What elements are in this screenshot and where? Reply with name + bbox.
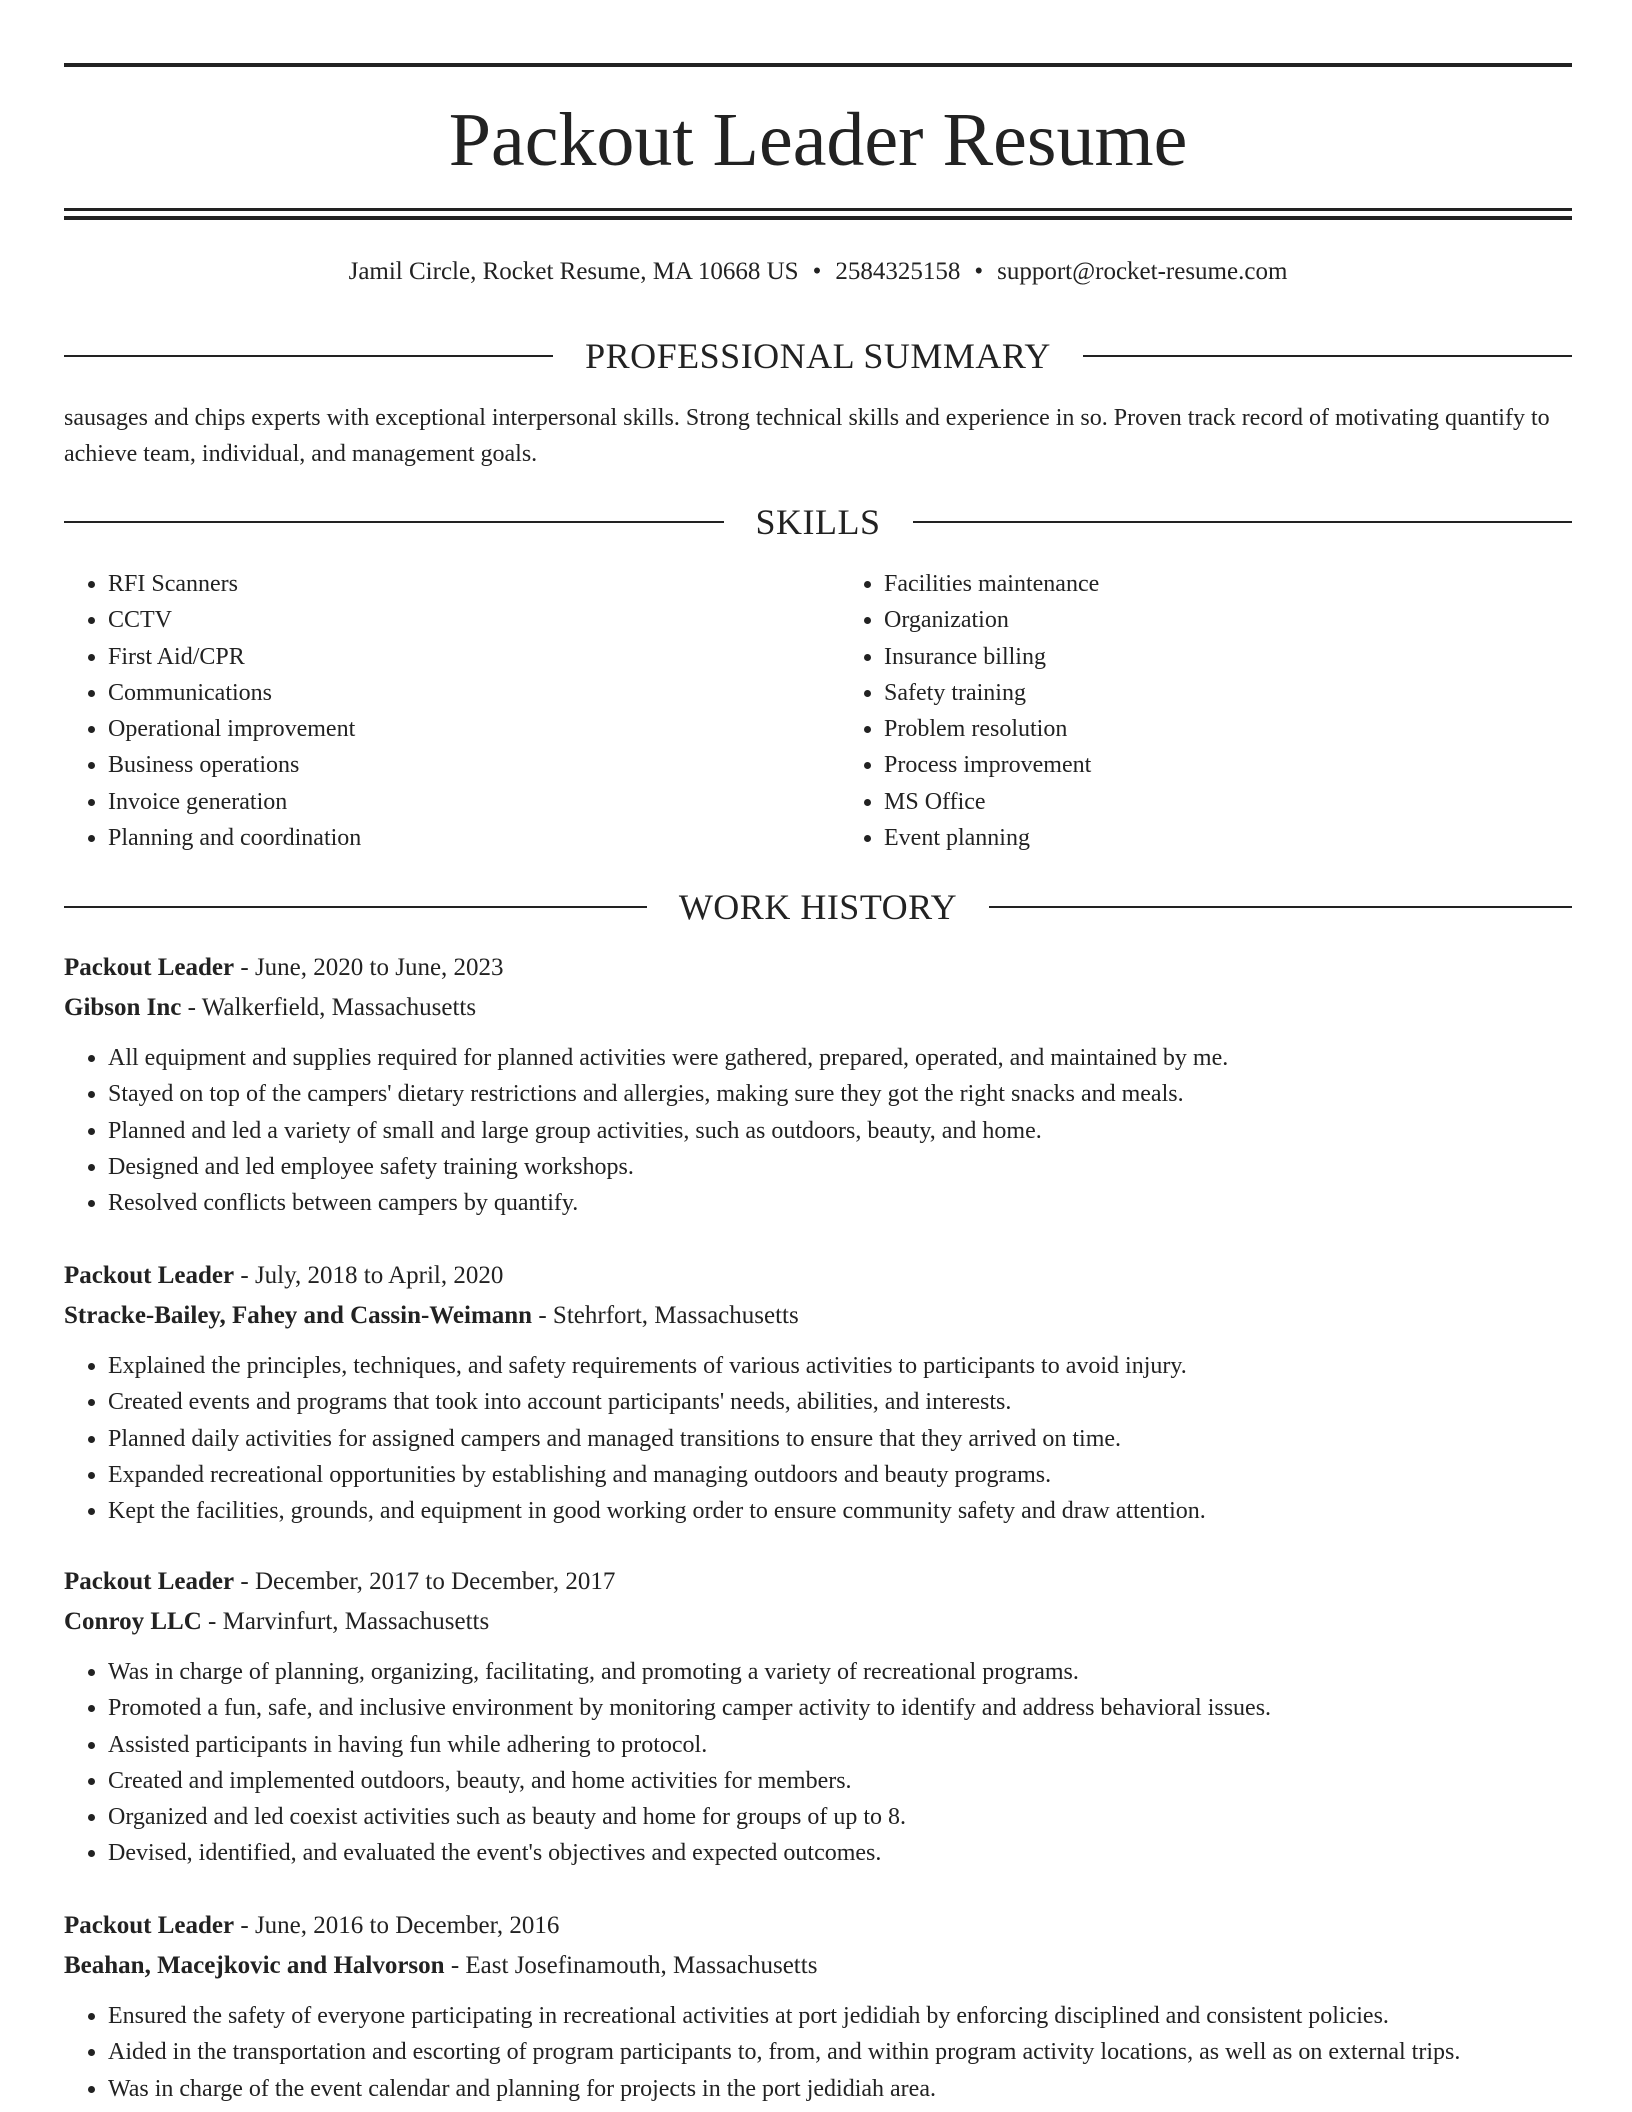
job-duties-list [64,1040,1572,1221]
skill-item: • Facilities maintenance [884,566,1572,602]
job-company-line [64,1946,1572,1986]
job-company: Conroy LLC [64,1608,202,1635]
job-entry [64,1256,1572,1529]
contact-address: Jamil Circle, Rocket Resume, MA 10668 US [348,258,799,285]
job-duty-item: • Aided in the transportation and escorting of program participants to, from, and within program activity locations, as well as on external trips. [108,2034,1572,2070]
contact-separator: • [812,258,822,285]
section-rule-right [913,521,1573,523]
job-duties-list [64,1348,1572,1529]
job-duty-item: • Promoted a fun, safe, and inclusive environment by monitoring camper activity to identify and address behavioral issues. [108,1690,1572,1726]
job-duty-item: • Created events and programs that took into account participants' needs, abilities, and interests. [108,1384,1572,1420]
skill-item: • Planning and coordination [108,820,796,856]
job-duty-item: • Was in charge of planning, organizing, facilitating, and promoting a variety of recreational programs. [108,1654,1572,1690]
job-duty-item: • Kept the facilities, grounds, and equipment in good working order to ensure community safety and draw attention. [108,1493,1572,1529]
header-top-rule [64,63,1572,67]
summary-text: sausages and chips experts with exceptional interpersonal skills. Strong technical skills and experience in so. Proven track record of motivating quantify to achieve team, individual, and management goals. [64,405,1550,467]
skill-item: • Event planning [884,820,1572,856]
skill-item: • Problem resolution [884,711,1572,747]
resume-title: Packout Leader Resume [448,98,1188,182]
section-rule-left [64,906,647,908]
skills-column-right [796,566,1572,856]
job-duty-item: • Assisted participants in having fun while adhering to protocol. [108,1727,1572,1763]
header-double-rule-upper [64,208,1572,211]
job-role-line [64,1256,1572,1296]
job-title: Packout Leader [64,1262,235,1289]
job-dates: - June, 2020 to June, 2023 [234,954,504,981]
header-double-rule-lower [64,216,1572,220]
skill-item: • Operational improvement [108,711,796,747]
job-duty-item: • Expanded recreational opportunities by establishing and managing outdoors and beauty programs. [108,1457,1572,1493]
section-header-work [64,885,1572,929]
job-duty-item: • All equipment and supplies required for planned activities were gathered, prepared, operated, and maintained by me. [108,1040,1572,1076]
section-rule-left [64,355,553,357]
job-dates: - June, 2016 to December, 2016 [234,1912,560,1939]
job-company-line [64,1602,1572,1642]
skill-item: • Process improvement [884,747,1572,783]
section-rule-right [989,906,1572,908]
job-location: - Stehrfort, Massachusetts [532,1302,799,1329]
job-company: Gibson Inc [64,994,182,1021]
job-role-line [64,1562,1572,1602]
section-header-skills [64,500,1572,544]
section-rule-left [64,521,724,523]
section-header-summary [64,334,1572,378]
job-entry [64,1562,1572,1872]
job-duties-list [64,1654,1572,1872]
contact-email: support@rocket-resume.com [997,258,1288,285]
skill-item: • MS Office [884,784,1572,820]
skill-item: • First Aid/CPR [108,639,796,675]
contact-phone: 2584325158 [835,258,961,285]
contact-line [64,254,1572,290]
job-duty-item: • Stayed on top of the campers' dietary restrictions and allergies, making sure they got the right snacks and meals. [108,1076,1572,1112]
job-role-line [64,1906,1572,1946]
job-company-line [64,1296,1572,1336]
job-entry [64,948,1572,1221]
job-title: Packout Leader [64,1568,235,1595]
job-company: Beahan, Macejkovic and Halvorson [64,1952,445,1979]
skill-item: • Invoice generation [108,784,796,820]
skills-list [64,566,1572,856]
skills-column-left [64,566,796,856]
job-dates: - July, 2018 to April, 2020 [234,1262,504,1289]
section-title-skills: SKILLS [755,502,881,542]
job-duty-item: • Ensured the safety of everyone participating in recreational activities at port jedidiah by enforcing disciplined and consistent policies. [108,1998,1572,2034]
section-title-work: WORK HISTORY [678,887,958,927]
job-company-line [64,988,1572,1028]
job-duty-item: • Explained the principles, techniques, and safety requirements of various activities to participants to avoid injury. [108,1348,1572,1384]
job-duties-list [64,1998,1572,2107]
skill-item: • Business operations [108,747,796,783]
job-title: Packout Leader [64,954,235,981]
section-title-summary: PROFESSIONAL SUMMARY [585,336,1051,376]
job-duty-item: • Devised, identified, and evaluated the event's objectives and expected outcomes. [108,1835,1572,1871]
job-title: Packout Leader [64,1912,235,1939]
job-location: - Marvinfurt, Massachusetts [201,1608,490,1635]
skill-item: • RFI Scanners [108,566,796,602]
job-company: Stracke-Bailey, Fahey and Cassin-Weimann [64,1302,533,1329]
job-entry [64,1906,1572,2107]
job-duty-item: • Created and implemented outdoors, beauty, and home activities for members. [108,1763,1572,1799]
skill-item: • CCTV [108,602,796,638]
job-dates: - December, 2017 to December, 2017 [234,1568,616,1595]
job-duty-item: • Resolved conflicts between campers by quantify. [108,1185,1572,1221]
job-location: - Walkerfield, Massachusetts [181,994,477,1021]
job-duty-item: • Planned and led a variety of small and large group activities, such as outdoors, beauty, and home. [108,1113,1572,1149]
section-rule-right [1083,355,1572,357]
job-duty-item: • Planned daily activities for assigned campers and managed transitions to ensure that they arrived on time. [108,1421,1572,1457]
job-duty-item: • Organized and led coexist activities such as beauty and home for groups of up to 8. [108,1799,1572,1835]
job-role-line [64,948,1572,988]
job-duty-item: • Designed and led employee safety training workshops. [108,1149,1572,1185]
skill-item: • Organization [884,602,1572,638]
job-duty-item: • Was in charge of the event calendar and planning for projects in the port jedidiah area. [108,2071,1572,2107]
skill-item: • Communications [108,675,796,711]
skill-item: • Insurance billing [884,639,1572,675]
job-location: - East Josefinamouth, Massachusetts [444,1952,818,1979]
skill-item: • Safety training [884,675,1572,711]
contact-separator: • [974,258,984,285]
